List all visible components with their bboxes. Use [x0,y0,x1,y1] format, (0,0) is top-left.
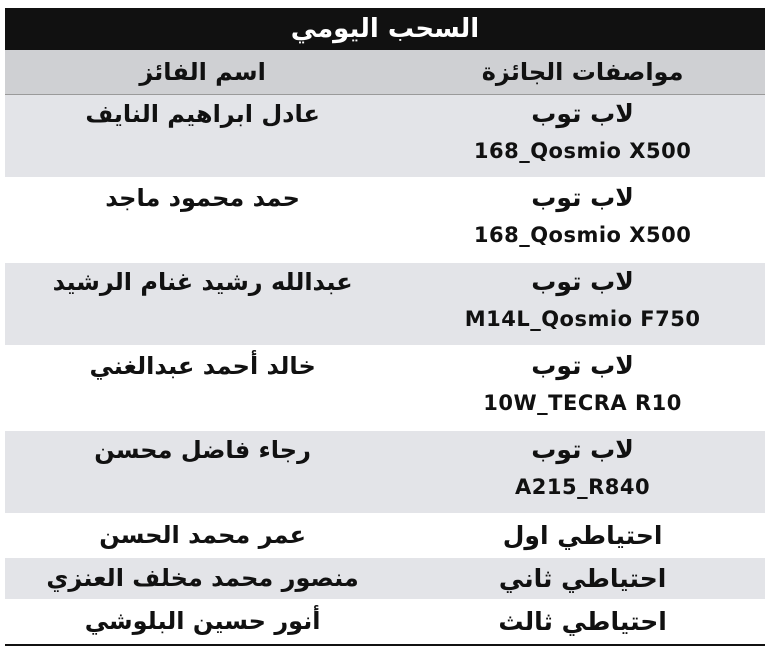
table-title: السحب اليومي [5,8,765,50]
prize-cell [400,430,765,514]
winner-name: عمر محمد الحسن [5,514,400,557]
winners-table [5,50,765,644]
prize-type: لاب توب [531,435,634,464]
header-winner: اسم الفائز [5,50,400,95]
prize-cell [400,262,765,346]
winner-name: أنور حسين البلوشي [5,600,400,643]
table-row [5,557,765,600]
header-row [5,50,765,95]
prize-model: 168_Qosmio X500 [473,223,692,247]
winner-name: عادل ابراهيم النايف [5,95,400,179]
table-row [5,430,765,514]
header-prize: مواصفات الجائزة [400,50,765,95]
table-row [5,600,765,643]
winner-name: منصور محمد مخلف العنزي [5,557,400,600]
prize-model: M14L_Qosmio F750 [464,307,701,331]
prize-type: لاب توب [531,99,634,128]
prize-cell [400,178,765,262]
winner-name: حمد محمود ماجد [5,178,400,262]
prize-model: A215_R840 [515,475,651,499]
prize-type: لاب توب [531,351,634,380]
prize-cell [400,346,765,430]
reserve-label: احتياطي اول [502,521,663,550]
table-row [5,514,765,557]
prize-type: لاب توب [531,267,634,296]
table-row [5,95,765,179]
table-row [5,346,765,430]
table-row [5,178,765,262]
bottom-divider [5,644,765,646]
prize-cell [400,514,765,557]
prize-type: لاب توب [531,183,634,212]
winner-name: عبدالله رشيد غنام الرشيد [5,262,400,346]
prize-cell [400,557,765,600]
table-row [5,262,765,346]
winner-name: رجاء فاضل محسن [5,430,400,514]
daily-draw-table [5,8,765,646]
reserve-label: احتياطي ثالث [498,607,667,636]
prize-model: 168_Qosmio X500 [473,139,692,163]
prize-cell [400,600,765,643]
reserve-label: احتياطي ثاني [498,564,667,593]
prize-cell [400,95,765,179]
prize-model: 10W_TECRA R10 [483,391,682,415]
winner-name: خالد أحمد عبدالغني [5,346,400,430]
